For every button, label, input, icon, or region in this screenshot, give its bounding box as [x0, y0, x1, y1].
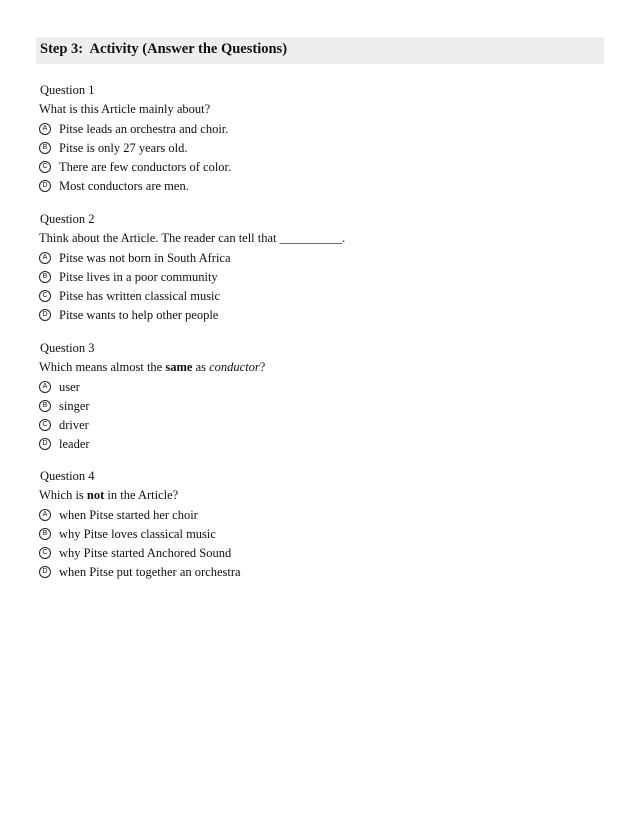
radio-bubble-icon[interactable]: C [39, 290, 51, 302]
option-text: singer [59, 398, 90, 413]
stem-bold-word: not [86, 488, 105, 502]
radio-bubble-icon[interactable]: B [39, 142, 51, 154]
answer-option-c[interactable] [39, 415, 599, 434]
answer-option-b[interactable] [39, 138, 599, 157]
radio-bubble-icon[interactable]: C [39, 547, 51, 559]
radio-bubble-icon[interactable]: B [39, 400, 51, 412]
option-text: why Pitse started Anchored Sound [59, 545, 232, 560]
section-header [36, 37, 604, 64]
question-label: Question 1 [40, 83, 95, 97]
question-label: Question 2 [40, 212, 95, 226]
radio-bubble-icon[interactable]: B [39, 528, 51, 540]
stem-text: What is this Article mainly about? [39, 102, 211, 116]
question-stem [39, 487, 599, 505]
option-text: driver [59, 417, 89, 432]
section-title: Step 3: Activity (Answer the Questions) [40, 41, 288, 57]
option-text: Pitse leads an orchestra and choir. [59, 121, 229, 136]
option-text: when Pitse started her choir [59, 507, 198, 522]
question-3 [39, 340, 599, 453]
answer-option-d[interactable] [39, 176, 599, 195]
option-text: Pitse wants to help other people [59, 307, 219, 322]
stem-text: ? [259, 360, 266, 374]
option-text: user [59, 379, 80, 394]
radio-bubble-icon[interactable]: A [39, 123, 51, 135]
question-label: Question 4 [40, 469, 95, 483]
stem-text: Which is [39, 488, 87, 502]
answer-option-b[interactable] [39, 396, 599, 415]
stem-text: Which means almost the [39, 360, 166, 374]
question-2 [39, 211, 599, 324]
option-text: There are few conductors of color. [59, 159, 232, 174]
answer-option-c[interactable] [39, 286, 599, 305]
answer-option-a[interactable] [39, 377, 599, 396]
radio-bubble-icon[interactable]: D [39, 566, 51, 578]
question-label: Question 3 [40, 341, 95, 355]
answer-option-b[interactable] [39, 524, 599, 543]
stem-text: Think about the Article. The reader can tell that __________. [39, 231, 346, 245]
question-stem [39, 101, 599, 119]
stem-italic-word: conductor [209, 360, 260, 374]
option-text: Most conductors are men. [59, 178, 189, 193]
answer-option-b[interactable] [39, 267, 599, 286]
stem-text: in the Article? [104, 488, 179, 502]
radio-bubble-icon[interactable]: D [39, 438, 51, 450]
stem-bold-word: same [165, 360, 193, 374]
radio-bubble-icon[interactable]: A [39, 252, 51, 264]
option-text: Pitse is only 27 years old. [59, 140, 188, 155]
answer-option-c[interactable] [39, 543, 599, 562]
stem-text: as [192, 360, 210, 374]
radio-bubble-icon[interactable]: A [39, 509, 51, 521]
answer-option-a[interactable] [39, 248, 599, 267]
radio-bubble-icon[interactable]: C [39, 161, 51, 173]
question-4 [39, 468, 599, 581]
question-1 [39, 82, 599, 195]
radio-bubble-icon[interactable]: B [39, 271, 51, 283]
option-text: Pitse has written classical music [59, 288, 221, 303]
answer-option-a[interactable] [39, 505, 599, 524]
radio-bubble-icon[interactable]: C [39, 419, 51, 431]
question-stem [39, 230, 599, 248]
answer-option-a[interactable] [39, 119, 599, 138]
option-text: Pitse lives in a poor community [59, 269, 218, 284]
question-stem [39, 359, 599, 377]
option-text: Pitse was not born in South Africa [59, 250, 231, 265]
option-text: why Pitse loves classical music [59, 526, 216, 541]
answer-option-c[interactable] [39, 157, 599, 176]
answer-option-d[interactable] [39, 434, 599, 453]
option-text: leader [59, 436, 90, 451]
radio-bubble-icon[interactable]: D [39, 309, 51, 321]
option-text: when Pitse put together an orchestra [59, 564, 241, 579]
radio-bubble-icon[interactable]: D [39, 180, 51, 192]
answer-option-d[interactable] [39, 305, 599, 324]
answer-option-d[interactable] [39, 562, 599, 581]
radio-bubble-icon[interactable]: A [39, 381, 51, 393]
